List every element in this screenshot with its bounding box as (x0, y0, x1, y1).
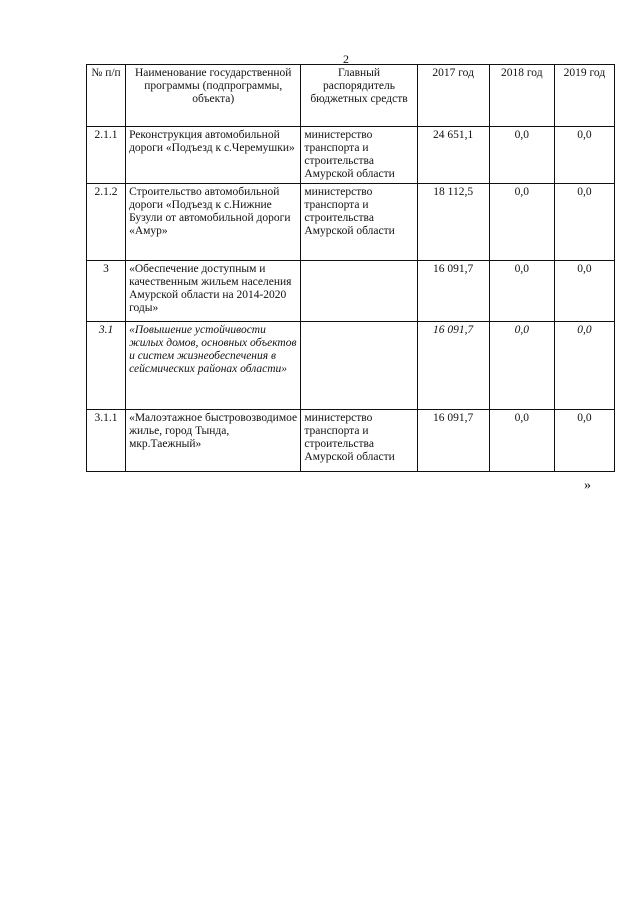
header-2018: 2018 год (489, 65, 554, 127)
row-2017: 18 112,5 (417, 184, 489, 261)
row-name: «Малоэтажное быстровозводимое жилье, город Тында, мкр.Таежный» (126, 410, 301, 472)
row-2019: 0,0 (554, 184, 614, 261)
row-exec (301, 322, 417, 410)
header-name: Наименование государственной программы (подпрограммы, объекта) (126, 65, 301, 127)
row-2017: 16 091,7 (417, 261, 489, 322)
row-2017: 16 091,7 (417, 322, 489, 410)
row-num: 3.1 (87, 322, 126, 410)
row-2018: 0,0 (489, 184, 554, 261)
row-name: Реконструкция автомобильной дороги «Подъезд к с.Черемушки» (126, 127, 301, 184)
row-2017: 16 091,7 (417, 410, 489, 472)
closing-quote: » (584, 478, 591, 493)
table-row (87, 184, 615, 261)
header-2017: 2017 год (417, 65, 489, 127)
header-num: № п/п (87, 65, 126, 127)
table-row (87, 261, 615, 322)
row-2019: 0,0 (554, 322, 614, 410)
row-name: «Повышение устойчивости жилых домов, основных объектов и систем жизнеобеспечения в сейсмических районах области» (126, 322, 301, 410)
row-2018: 0,0 (489, 410, 554, 472)
page-number: 2 (343, 52, 349, 66)
row-exec (301, 261, 417, 322)
row-2019: 0,0 (554, 261, 614, 322)
row-2018: 0,0 (489, 127, 554, 184)
row-exec: министерство транспорта и строительства Амурской области (301, 127, 417, 184)
row-num: 3.1.1 (87, 410, 126, 472)
row-2018: 0,0 (489, 261, 554, 322)
row-num: 2.1.2 (87, 184, 126, 261)
header-2019: 2019 год (554, 65, 614, 127)
row-2018: 0,0 (489, 322, 554, 410)
table-row (87, 127, 615, 184)
row-2017: 24 651,1 (417, 127, 489, 184)
row-2019: 0,0 (554, 127, 614, 184)
table-row (87, 322, 615, 410)
table-row (87, 410, 615, 472)
row-name: Строительство автомобильной дороги «Подъезд к с.Нижние Бузули от автомобильной дороги «Амур» (126, 184, 301, 261)
table-header-row (87, 65, 615, 127)
row-num: 2.1.1 (87, 127, 126, 184)
row-name: «Обеспечение доступным и качественным жильем населения Амурской области на 2014-2020 годы» (126, 261, 301, 322)
row-2019: 0,0 (554, 410, 614, 472)
header-exec: Главный распорядитель бюджетных средств (301, 65, 417, 127)
row-num: 3 (87, 261, 126, 322)
row-exec: министерство транспорта и строительства Амурской области (301, 410, 417, 472)
budget-table (86, 64, 615, 472)
row-exec: министерство транспорта и строительства Амурской области (301, 184, 417, 261)
